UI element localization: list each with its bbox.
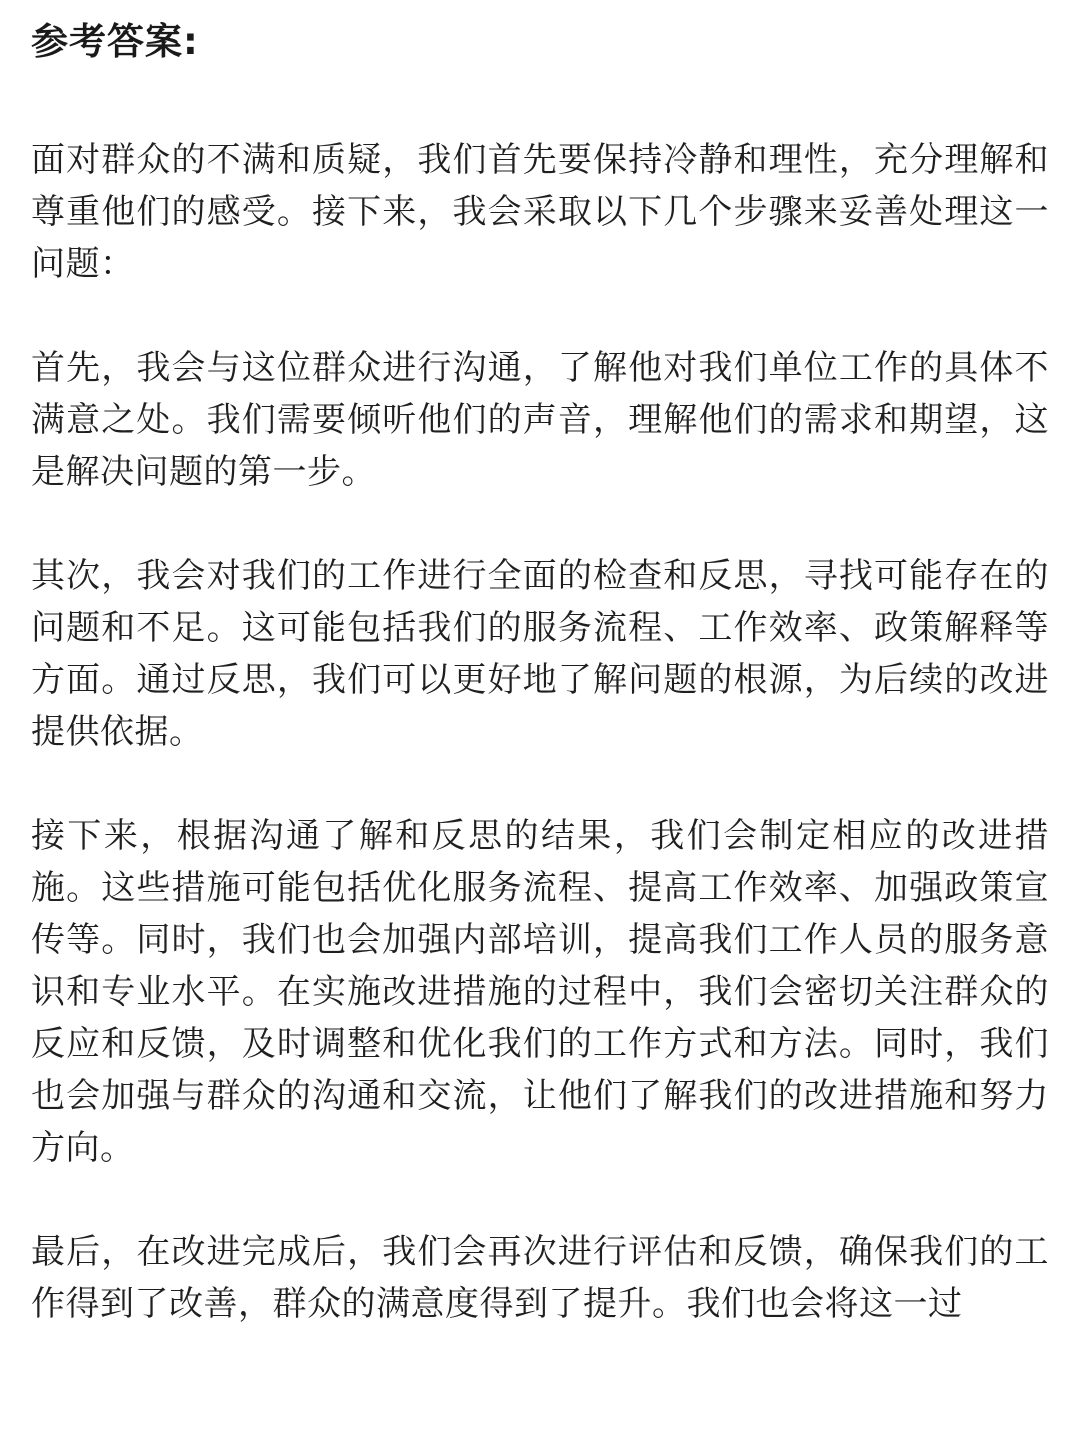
answer-document	[31, 14, 1049, 1330]
paragraph-intro: 面对群众的不满和质疑，我们首先要保持冷静和理性，充分理解和尊重他们的感受。接下来，我会采取以下几个步骤来妥善处理这一问题：	[31, 140, 1049, 284]
paragraph-first-step: 首先，我会与这位群众进行沟通，了解他对我们单位工作的具体不满意之处。我们需要倾听他们的声音，理解他们的需求和期望，这是解决问题的第一步。	[31, 348, 1049, 492]
answer-heading: 参考答案:	[31, 20, 199, 63]
paragraph-second-step: 其次，我会对我们的工作进行全面的检查和反思，寻找可能存在的问题和不足。这可能包括我们的服务流程、工作效率、政策解释等方面。通过反思，我们可以更好地了解问题的根源，为后续的改进提供依据。	[31, 556, 1049, 752]
paragraph-final-step: 最后，在改进完成后，我们会再次进行评估和反馈，确保我们的工作得到了改善，群众的满意度得到了提升。我们也会将这一过	[31, 1232, 1049, 1324]
paragraph-next-step: 接下来，根据沟通了解和反思的结果，我们会制定相应的改进措施。这些措施可能包括优化服务流程、提高工作效率、加强政策宣传等。同时，我们也会加强内部培训，提高我们工作人员的服务意识和专业水平。在实施改进措施的过程中，我们会密切关注群众的反应和反馈，及时调整和优化我们的工作方式和方法。同时，我们也会加强与群众的沟通和交流，让他们了解我们的改进措施和努力方向。	[31, 816, 1049, 1168]
